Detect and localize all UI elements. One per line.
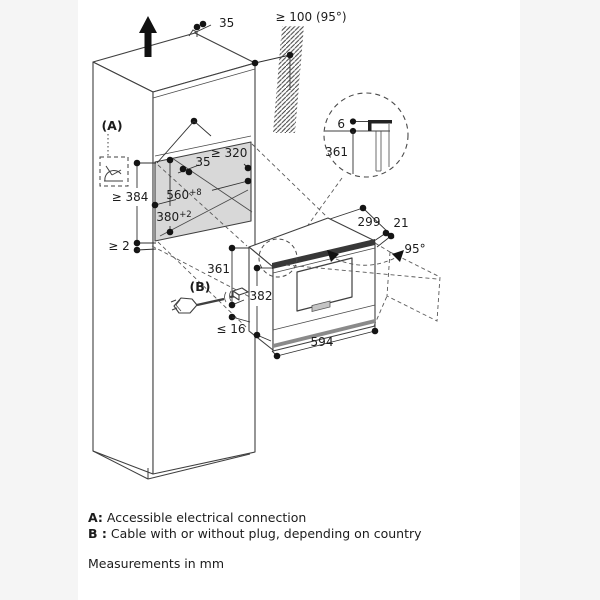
svg-text:≥ 2: ≥ 2 xyxy=(108,239,130,253)
svg-text:382: 382 xyxy=(249,289,273,303)
svg-text:≥ 320: ≥ 320 xyxy=(210,146,248,160)
dim-detail-gap: 6 xyxy=(337,117,345,131)
footnotes xyxy=(88,510,422,572)
cabinet-front-face xyxy=(153,63,255,474)
detail-circle xyxy=(324,93,408,177)
svg-text:299: 299 xyxy=(357,215,381,229)
callout-a-label: (A) xyxy=(101,118,123,133)
svg-text:380+2: $380^{+2}$ xyxy=(156,210,192,224)
svg-text:560+8: $560^{+8}$ xyxy=(166,188,202,202)
svg-text:594: 594 xyxy=(310,335,334,349)
svg-text:361: 361 xyxy=(207,262,230,276)
units-note: Measurements in mm xyxy=(88,556,225,571)
note-a: A: Accessible electrical connection xyxy=(88,510,307,525)
svg-text:35: 35 xyxy=(219,16,235,30)
dim-wall-clearance: ≥ 100 (95°) xyxy=(275,10,347,24)
dim-detail-height: 361 xyxy=(325,145,348,159)
svg-text:35: 35 xyxy=(195,155,211,169)
svg-text:≤ 16: ≤ 16 xyxy=(216,322,246,336)
dim-door-angle: 95° xyxy=(404,242,426,256)
note-b: B : Cable with or without plug, depending on country xyxy=(88,526,422,541)
dim-front-frame: 21 xyxy=(393,216,409,230)
callout-b-label: (B) xyxy=(189,279,211,294)
svg-text:≥ 384: ≥ 384 xyxy=(111,190,149,204)
